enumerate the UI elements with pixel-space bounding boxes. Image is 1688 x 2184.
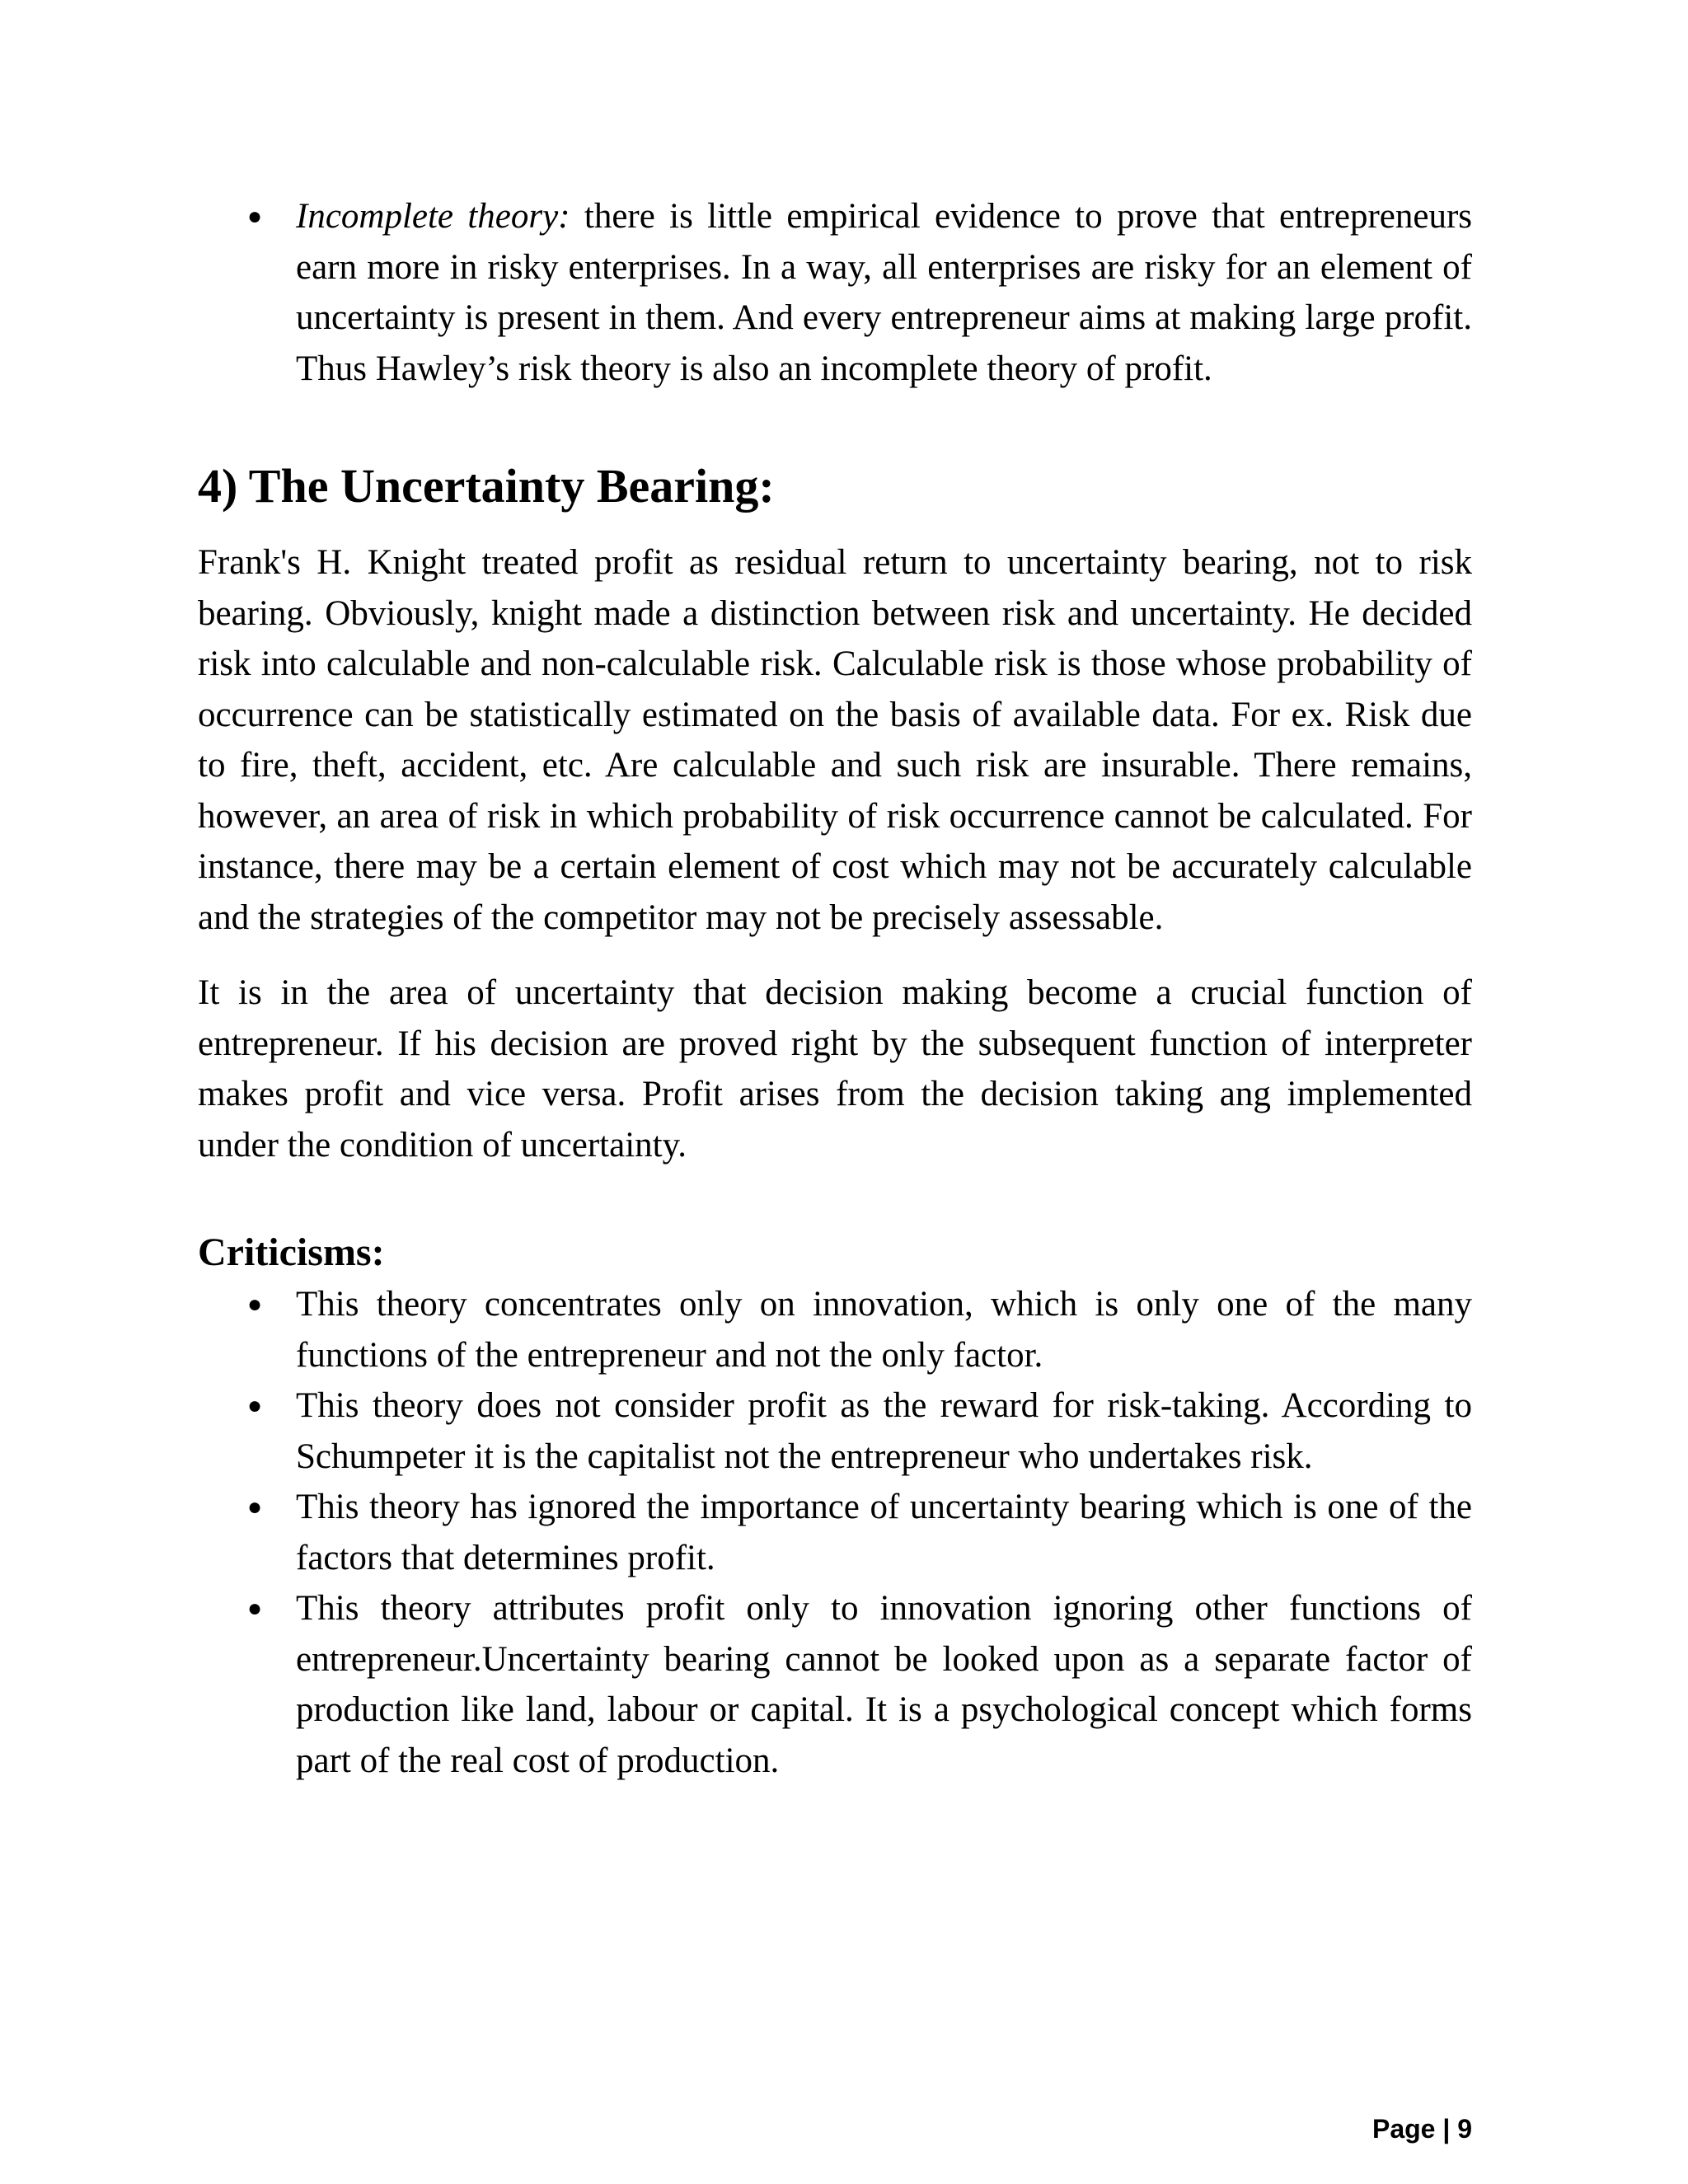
list-item xyxy=(198,1482,1472,1583)
intro-bullet-list xyxy=(198,191,1472,394)
document-page xyxy=(198,191,1472,1786)
section-heading: 4) The Uncertainty Bearing: xyxy=(198,459,775,513)
bullet-text: This theory concentrates only on innovation, which is only one of the many functions of the entrepreneur and not the only factor. xyxy=(296,1285,1472,1375)
list-item xyxy=(198,1380,1472,1482)
bullet-icon: ● xyxy=(247,203,263,230)
bullet-text: This theory attributes profit only to innovation ignoring other functions of entrepreneur.Uncertainty bearing cannot be looked upon as a separate factor of production like land, labour or capital. It is a psychological concept which forms part of the real cost of production. xyxy=(296,1589,1472,1780)
list-item xyxy=(198,1279,1472,1380)
page-number: Page | 9 xyxy=(1372,2114,1472,2144)
bullet-term: Incomplete theory: xyxy=(296,197,570,236)
bullet-icon: ● xyxy=(247,1493,263,1521)
bullet-icon: ● xyxy=(247,1392,263,1419)
criticisms-list xyxy=(198,1279,1472,1786)
list-item xyxy=(198,1583,1472,1786)
list-item xyxy=(198,191,1472,394)
body-paragraph: Frank's H. Knight treated profit as residual return to uncertainty bearing, not to risk bearing. Obviously, knight made a distinction between risk and uncertainty. He decided risk into calculable and non-calculable risk. Calculable risk is those whose probability of occurrence can be statistically estimated on the basis of available data. For ex. Risk due to fire, theft, accident, etc. Are calculable and such risk are insurable. There remains, however, an area of risk in which probability of risk occurrence cannot be calculated. For instance, there may be a certain element of cost which may not be accurately calculable and the strategies of the competitor may not be precisely assessable. xyxy=(198,543,1472,937)
bullet-text: there is little empirical evidence to prove that entrepreneurs earn more in risky enterprises. In a way, all enterprises are risky for an element of uncertainty is present in them. And every entrepreneur aims at making large profit. Thus Hawley’s risk theory is also an incomplete theory of profit. xyxy=(296,197,1472,388)
bullet-icon: ● xyxy=(247,1291,263,1318)
body-paragraph: It is in the area of uncertainty that decision making become a crucial function of entrepreneur. If his decision are proved right by the subsequent function of interpreter makes profit and vice versa. Profit arises from the decision taking ang implemented under the condition of uncertainty. xyxy=(198,973,1472,1165)
bullet-text: This theory does not consider profit as the reward for risk-taking. According to Schumpeter it is the capitalist not the entrepreneur who undertakes risk. xyxy=(296,1386,1472,1476)
bullet-text: This theory has ignored the importance of uncertainty bearing which is one of the factors that determines profit. xyxy=(296,1488,1472,1577)
bullet-icon: ● xyxy=(247,1595,263,1622)
criticisms-heading: Criticisms: xyxy=(198,1230,385,1274)
